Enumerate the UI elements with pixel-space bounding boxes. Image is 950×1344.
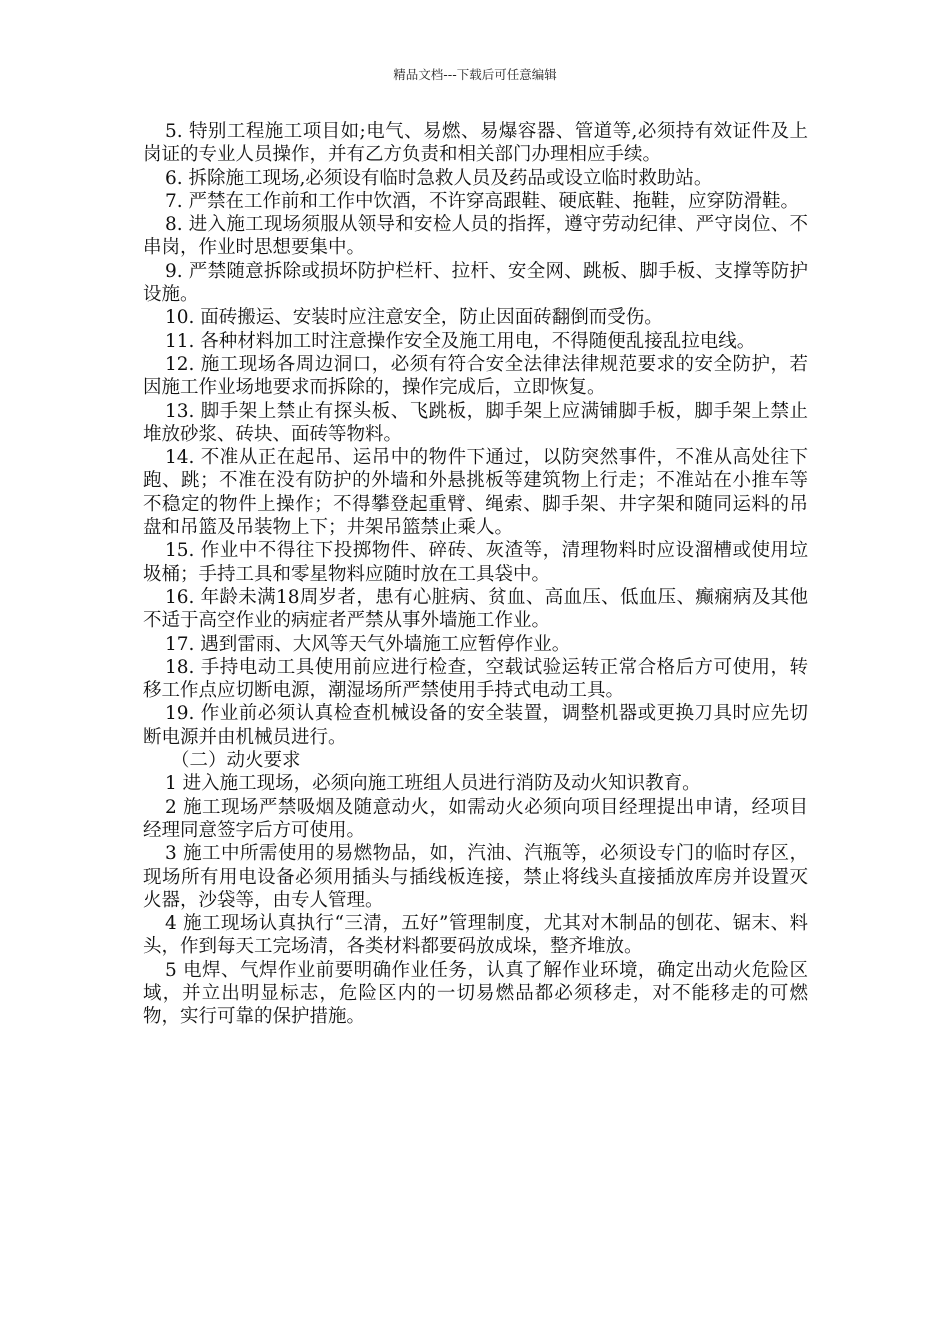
rule-item-5: 5. 特别工程施工项目如;电气、易燃、易爆容器、管道等,必须持有效证件及上岗证的专业人员操作，并有乙方负责和相关部门办理相应手续。 [143, 121, 808, 166]
fire-item-1: 1 进入施工现场，必须向施工班组人员进行消防及动火知识教育。 [165, 773, 701, 795]
fire-item-2: 2 施工现场严禁吸烟及随意动火，如需动火必须向项目经理提出申请，经项目经理同意签字后方可使用。 [143, 796, 808, 841]
rule-item-10: 10. 面砖搬运、安装时应注意安全，防止因面砖翻倒而受伤。 [165, 307, 663, 329]
rule-item-19: 19. 作业前必须认真检查机械设备的安全装置，调整机器或更换刀具时应先切断电源并由机械员进行。 [143, 703, 808, 748]
document-body [143, 120, 808, 1029]
page-header: 精品文档---下载后可任意编辑 [393, 67, 557, 82]
section-title: （二）动火要求 [171, 750, 301, 772]
fire-item-5: 5 电焊、气焊作业前要明确作业任务，认真了解作业环境，确定出动火危险区域，并立出明显标志，危险区内的一切易燃品都必须移走，对不能移走的可燃物，实行可靠的保护措施。 [143, 959, 808, 1028]
rule-item-14: 14. 不准从正在起吊、运吊中的物件下通过，以防突然事件，不准从高处往下跑、跳；不准在没有防护的外墙和外悬挑板等建筑物上行走；不准站在小推车等不稳定的物件上操作；不得攀登起重臂、绳索、脚手架、井字架和随同运料的吊盘和吊篮及吊装物上下；井架吊篮禁止乘人。 [143, 447, 808, 539]
rule-item-18: 18. 手持电动工具使用前应进行检查，空载试验运转正常合格后方可使用，转移工作点应切断电源，潮湿场所严禁使用手持式电动工具。 [143, 656, 808, 702]
rule-item-15: 15. 作业中不得往下投掷物件、碎砖、灰渣等，清理物料时应设溜槽或使用垃圾桶；手持工具和零星物料应随时放在工具袋中。 [143, 540, 808, 585]
rule-item-11: 11. 各种材料加工时注意操作安全及施工用电，不得随便乱接乱拉电线。 [165, 330, 756, 352]
rule-item-8: 8. 进入施工现场须服从领导和安检人员的指挥，遵守劳动纪律、严守岗位、不串岗，作业时思想要集中。 [143, 214, 808, 259]
rule-item-9: 9. 严禁随意拆除或损坏防护栏杆、拉杆、安全网、跳板、脚手板、支撑等防护设施。 [143, 260, 808, 306]
rule-item-7: 7. 严禁在工作前和工作中饮酒，不许穿高跟鞋、硬底鞋、拖鞋，应穿防滑鞋。 [165, 190, 800, 212]
rule-item-6: 6. 拆除施工现场,必须设有临时急救人员及药品或设立临时救助站。 [165, 167, 713, 189]
fire-item-3: 3 施工中所需使用的易燃物品，如，汽油、汽瓶等，必须设专门的临时存区，现场所有用电设备必须用插头与插线板连接，禁止将线头直接插放库房并设置灭火器，沙袋等，由专人管理。 [143, 843, 808, 911]
rule-item-13: 13. 脚手架上禁止有探头板、飞跳板，脚手架上应满铺脚手板，脚手架上禁止堆放砂浆、砖块、面砖等物料。 [143, 400, 808, 445]
fire-item-4: 4 施工现场认真执行“三清，五好”管理制度，尤其对木制品的刨花、锯末、料头，作到每天工完场清，各类材料都要码放成垛，整齐堆放。 [143, 913, 808, 958]
rule-item-16: 16. 年龄未满18周岁者，患有心脏病、贫血、高血压、低血压、癫痫病及其他不适于高空作业的病症者严禁从事外墙施工作业。 [143, 586, 808, 632]
rule-item-17: 17. 遇到雷雨、大风等天气外墙施工应暂停作业。 [165, 633, 571, 655]
rule-item-12: 12. 施工现场各周边洞口，必须有符合安全法律法律规范要求的安全防护，若因施工作业场地要求而拆除的，操作完成后，立即恢复。 [143, 353, 808, 399]
